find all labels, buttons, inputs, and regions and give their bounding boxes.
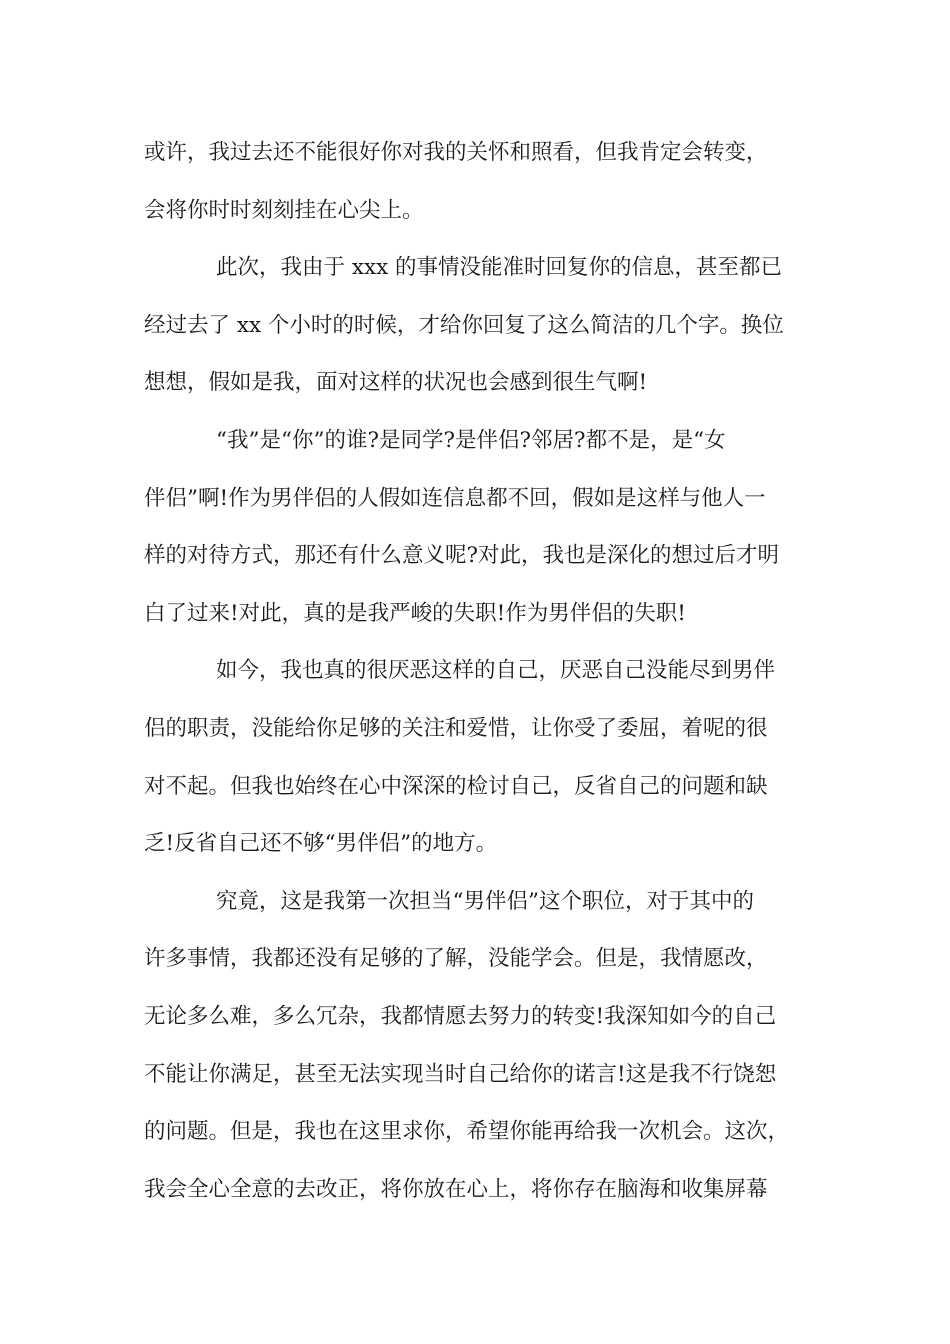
text-line: 会将你时时刻刻挂在心尖上。 (144, 197, 424, 223)
paragraph-start-line: 此次，我由于 xxx 的事情没能准时回复你的信息，甚至都已 (216, 255, 783, 281)
text-line: 白了过来!对此，真的是我严峻的失职!作为男伴侣的失职! (144, 600, 686, 626)
paragraph-start-line: “我”是“你”的谁?是同学?是伴侣?邻居?都不是，是“女 (216, 427, 726, 453)
text-line: 经过去了 xx 个小时的时候，才给你回复了这么简洁的几个字。换位 (144, 312, 784, 338)
text-line: 想想，假如是我，面对这样的状况也会感到很生气啊! (144, 370, 648, 396)
text-line: 的问题。但是，我也在这里求你，希望你能再给我一次机会。这次， (144, 1119, 790, 1145)
text-line: 许多事情，我都还没有足够的了解，没能学会。但是，我情愿改， (144, 946, 768, 972)
text-line: 样的对待方式，那还有什么意义呢?对此，我也是深化的想过后才明 (144, 543, 780, 569)
text-line: 或许，我过去还不能很好你对我的关怀和照看，但我肯定会转变， (144, 140, 768, 165)
text-line: 我会全心全意的去改正，将你放在心上，将你存在脑海和收集屏幕 (144, 1176, 768, 1202)
paragraph-start-line: 究竟，这是我第一次担当“男伴侣”这个职位，对于其中的 (216, 888, 754, 914)
document-body (144, 124, 824, 1218)
text-line: 乏!反省自己还不够“男伴侣”的地方。 (144, 831, 498, 857)
text-line: 不能让你满足，甚至无法实现当时自己给你的诺言!这是我不行饶恕 (144, 1061, 777, 1087)
text-line: 无论多么难，多么冗杂，我都情愿去努力的转变!我深知如今的自己 (144, 1003, 777, 1029)
paragraph-start-line: 如今，我也真的很厌恶这样的自己，厌恶自己没能尽到男伴 (216, 658, 776, 684)
text-line: 对不起。但我也始终在心中深深的检讨自己，反省自己的问题和缺 (144, 773, 768, 799)
text-line: 伴侣”啊!作为男伴侣的人假如连信息都不回，假如是这样与他人一 (144, 485, 766, 511)
text-line: 侣的职责，没能给你足够的关注和爱惜，让你受了委屈，着呢的很 (144, 715, 768, 741)
